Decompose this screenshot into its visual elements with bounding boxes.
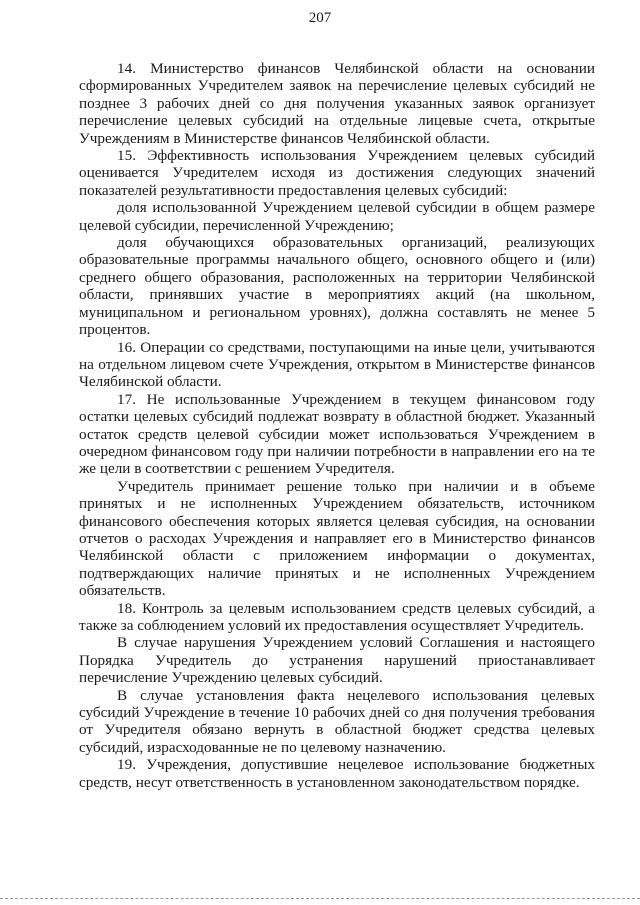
paragraph-15-indicator-1: доля использованной Учреждением целевой субсидии в общем размере целевой субсидии, перечисленной Учреждению;: [79, 199, 595, 234]
paragraph-18-refund: В случае установления факта нецелевого использования целевых субсидий Учреждение в течение 10 рабочих дней со дня получения требования от Учредителя обязано вернуть в областной бюджет средства целевых субсидий, израсходованные не по целевому назначению.: [79, 686, 595, 756]
paragraph-14: 14. Министерство финансов Челябинской области на основании сформированных Учредителем заявок на перечисление целевых субсидий не позднее 3 рабочих дней со дня получения указанных заявок организует перечисление целевых субсидий на отдельные лицевые счета, открытые Учреждениям в Министерстве финансов Челябинской области.: [79, 60, 595, 147]
page-number: 207: [308, 10, 332, 26]
paragraph-19: 19. Учреждения, допустившие нецелевое использование бюджетных средств, несут ответственность в установленном законодательством порядке.: [79, 756, 595, 791]
page-bottom-divider: [0, 898, 640, 899]
paragraph-18: 18. Контроль за целевым использованием средств целевых субсидий, а также за соблюдением условий их предоставления осуществляет Учредитель.: [79, 599, 595, 634]
paragraph-18-suspension: В случае нарушения Учреждением условий Соглашения и настоящего Порядка Учредитель до устранения нарушений приостанавливает перечисление Учреждению целевых субсидий.: [79, 634, 595, 687]
document-body: [79, 60, 595, 791]
paragraph-17: 17. Не использованные Учреждением в текущем финансовом году остатки целевых субсидий подлежат возврату в областной бюджет. Указанный остаток средств целевой субсидии может использоваться Учреждением в очередном финансовом году при наличии потребности в направлении его на те же цели в соответствии с решением Учредителя.: [79, 390, 595, 478]
paragraph-17-decision: Учредитель принимает решение только при наличии и в объеме принятых и не исполненных Учреждением обязательств, источником финансового обеспечения которых является целевая субсидия, на основании отчетов о расходах Учреждения и направляет его в Министерство финансов Челябинской области с приложением информации о документах, подтверждающих наличие принятых и не исполненных Учреждением обязательств.: [79, 477, 595, 600]
paragraph-15-indicator-2: доля обучающихся образовательных организаций, реализующих образовательные программы начального общего, основного общего и (или) среднего общего образования, расположенных на территории Челябинской области, принявших участие в мероприятиях акций (на школьном, муниципальном и региональном уровнях), должна составлять не менее 5 процентов.: [79, 234, 595, 339]
paragraph-16: 16. Операции со средствами, поступающими на иные цели, учитываются на отдельном лицевом счете Учреждения, открытом в Министерстве финансов Челябинской области.: [79, 338, 595, 391]
paragraph-15: 15. Эффективность использования Учреждением целевых субсидий оценивается Учредителем исходя из достижения следующих значений показателей результативности предоставления целевых субсидий:: [79, 147, 595, 199]
